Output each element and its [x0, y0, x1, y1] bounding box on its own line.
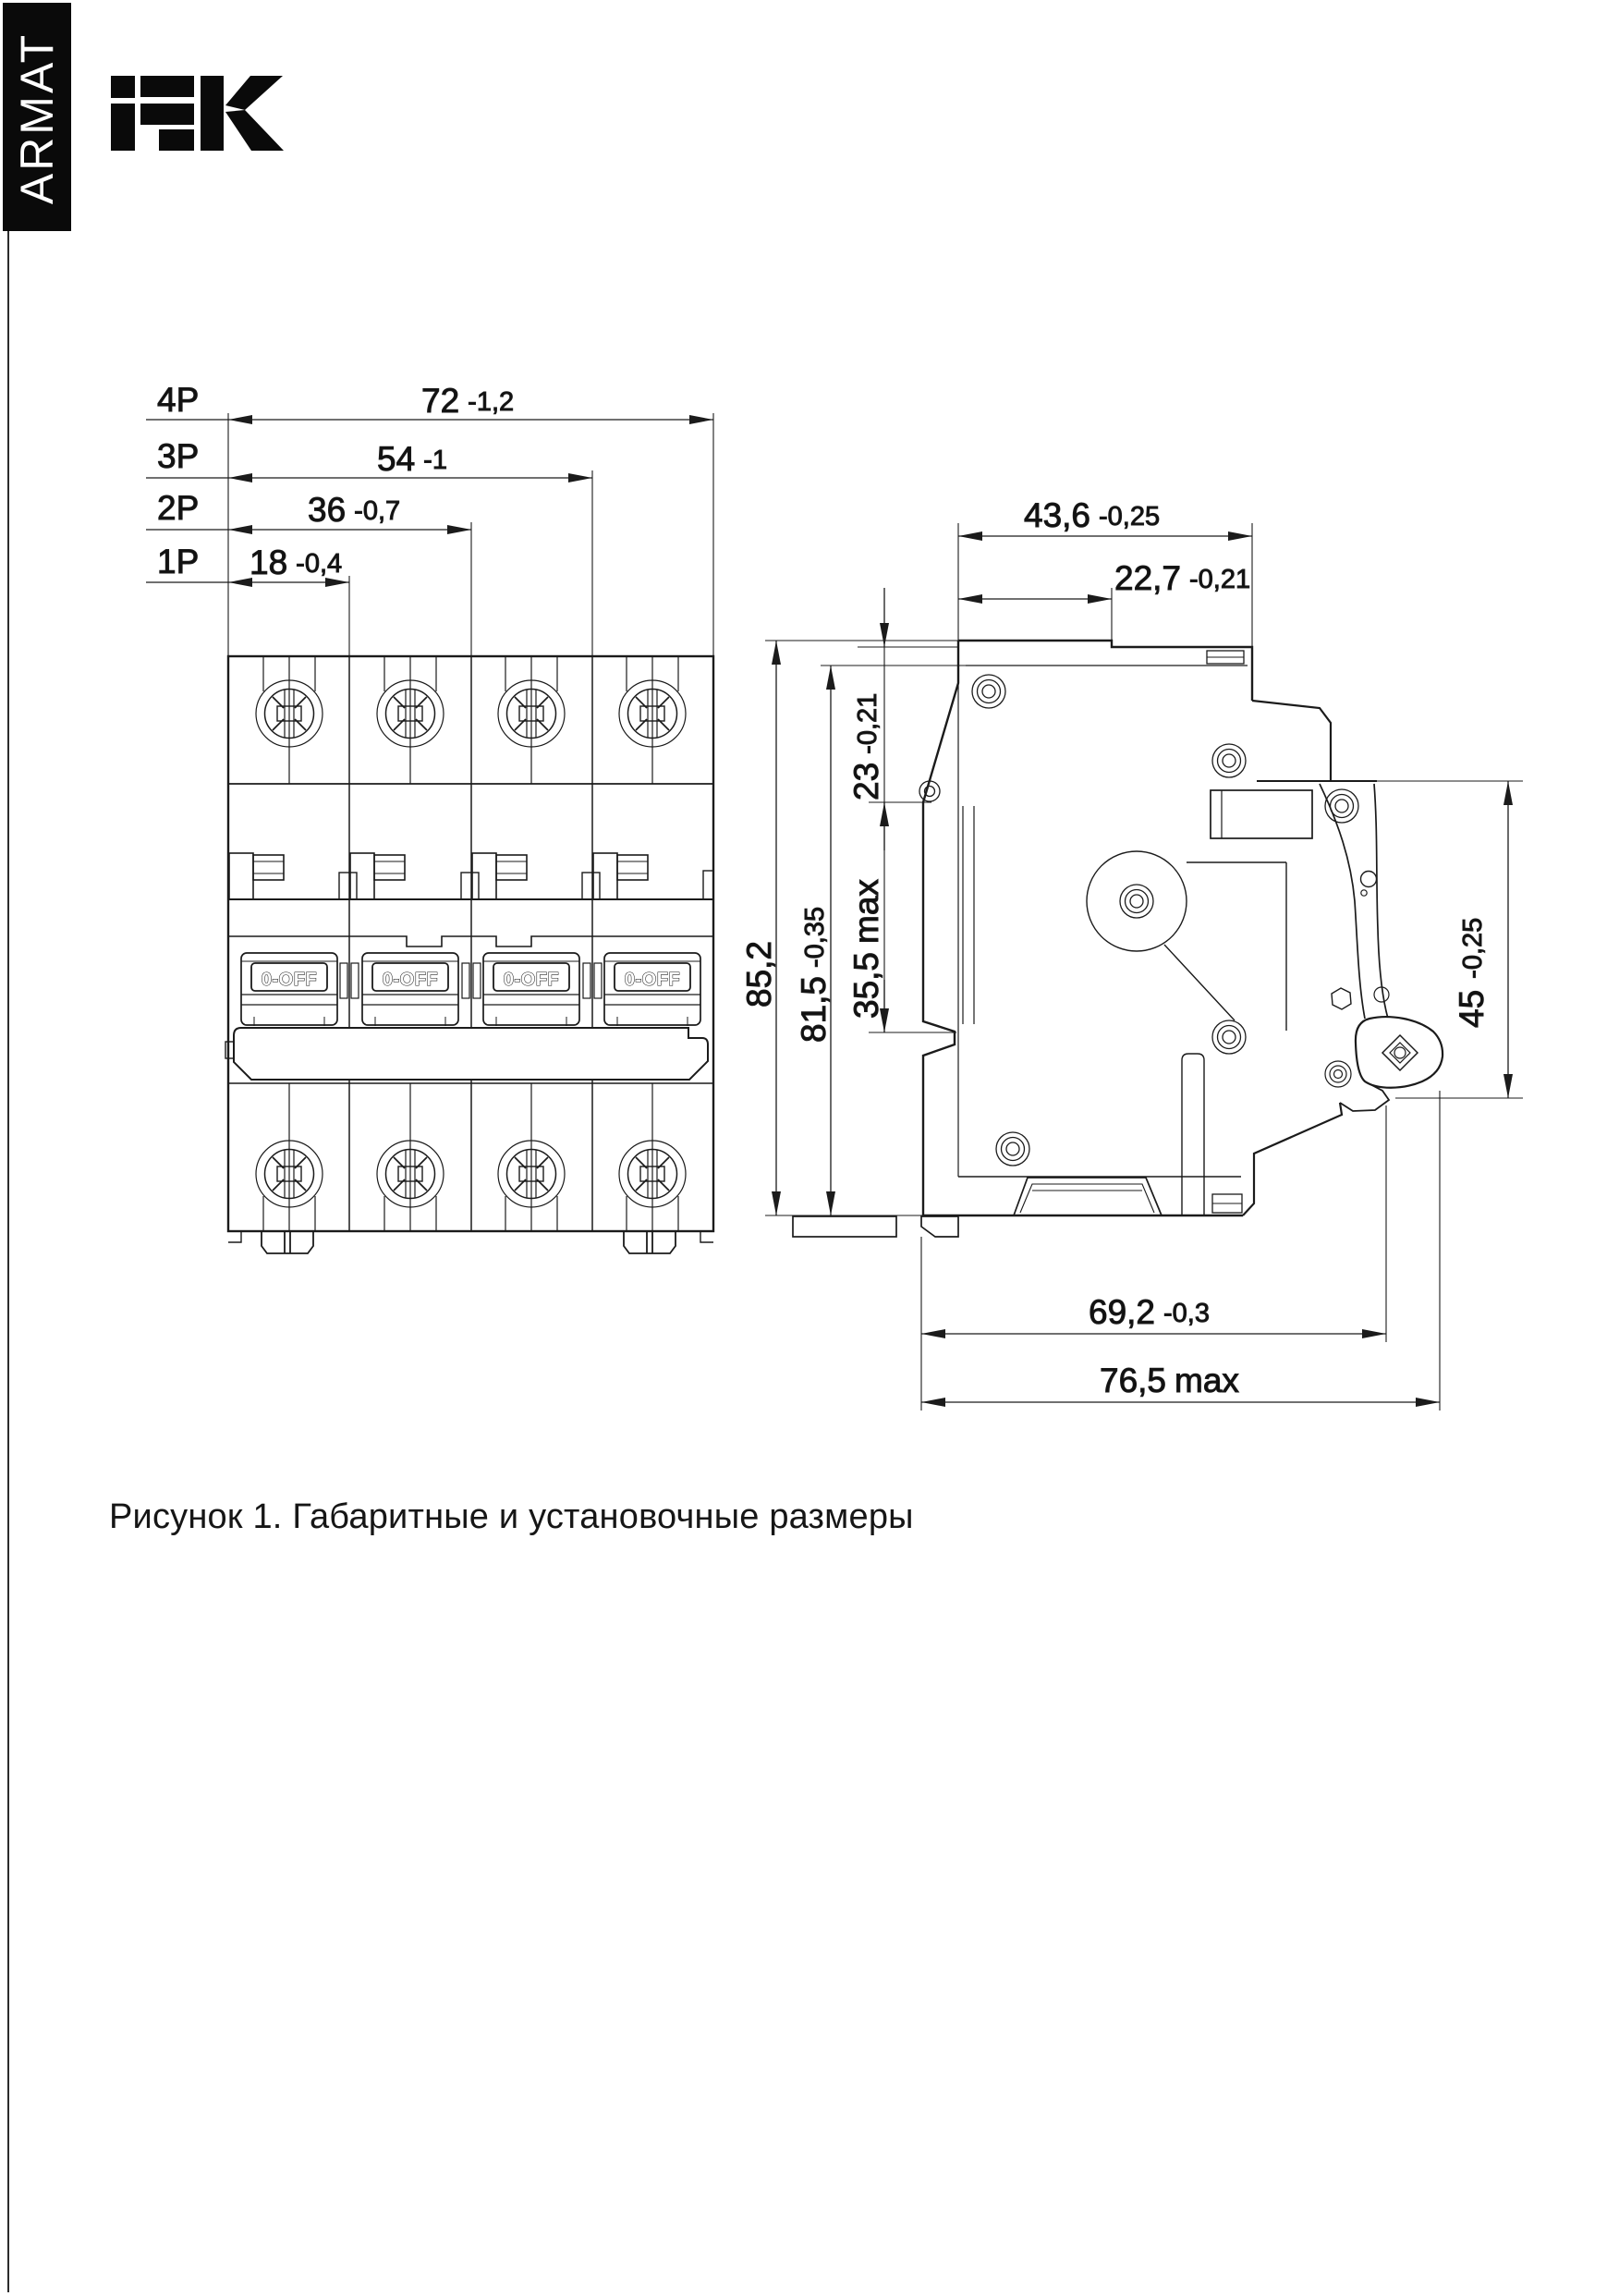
logo-i-dot — [111, 76, 135, 98]
lever-arm — [1320, 784, 1365, 1019]
pole-tab — [593, 853, 648, 899]
bottom-flap-inner — [1020, 1184, 1154, 1213]
din-channel-lines — [963, 806, 974, 1024]
clip-slot — [1182, 1054, 1204, 1215]
divider-tab — [339, 873, 357, 899]
rivet-icon — [1212, 1020, 1246, 1054]
rivet-icon — [996, 1132, 1029, 1166]
pole-count-label: 3P — [157, 437, 200, 475]
front-step — [1252, 701, 1331, 781]
dim-35_5-label: 35,5max — [847, 879, 885, 1019]
side-view — [793, 641, 1442, 1237]
dim-76_5-label: 76,5 max — [1100, 1362, 1239, 1399]
logo-k-arm — [225, 76, 283, 110]
iek-logo — [111, 76, 284, 151]
logo-k-stem — [201, 76, 224, 151]
logo-e-bar — [140, 104, 194, 125]
figure-caption: Рисунок 1. Габаритные и установочные размеры — [109, 1497, 914, 1536]
pole-tab — [229, 853, 284, 899]
central-band-tab — [225, 1042, 234, 1058]
din-foot — [262, 1231, 313, 1253]
hex-feature — [1332, 988, 1351, 1009]
pivot-boss — [1087, 851, 1187, 951]
dim-81_5-label: 81,5-0,35 — [795, 906, 833, 1043]
terminal-screw-icon — [619, 656, 686, 784]
rivet-icon — [1212, 744, 1246, 777]
central-band — [234, 1028, 708, 1080]
terminal-screw-icon — [377, 656, 444, 784]
nose-rivet — [1325, 1061, 1351, 1087]
terminal-screw-icon — [377, 1083, 444, 1231]
boss-panel-lines — [1164, 862, 1286, 1031]
side-toggle-handle — [1356, 1017, 1442, 1088]
pole-count-label: 1P — [157, 543, 200, 580]
side-dimensions — [740, 496, 1523, 1411]
logo-k-arm — [225, 110, 284, 151]
armat-series-label: ARMAT — [11, 31, 63, 205]
pole-tab — [350, 853, 405, 899]
dim-72-label: 72 -1,2 — [421, 382, 515, 420]
logo-e-bar — [140, 76, 194, 97]
terminal-screw-icon — [498, 656, 565, 784]
rivet-icon — [972, 675, 1005, 708]
dim-69_2-label: 69,2 -0,3 — [1089, 1293, 1210, 1331]
rivet-icon — [1325, 789, 1358, 823]
pole-tab — [472, 853, 527, 899]
dim-18-label: 18 -0,4 — [250, 543, 343, 581]
terminal-screw-icon — [256, 656, 323, 784]
dim-36-label: 36 -0,7 — [308, 491, 401, 529]
logo-i-stem — [111, 104, 135, 151]
divider-tab — [461, 873, 479, 899]
dim-54-label: 54 -1 — [377, 440, 447, 478]
rivet-icon — [1120, 885, 1153, 918]
pole-dividers — [349, 656, 592, 1231]
lever-hole — [1361, 890, 1367, 896]
din-latch-tail — [793, 1216, 896, 1237]
dim-22_7-label: 22,7 -0,21 — [1114, 559, 1251, 597]
dim-43_6-label: 43,6 -0,25 — [1024, 496, 1161, 534]
lever-hole — [1361, 872, 1377, 887]
lower-face — [1243, 1103, 1342, 1215]
lever-arm — [1374, 784, 1388, 1019]
dim-85_2-label: 85,2 — [740, 940, 778, 1008]
divider-tab — [582, 873, 600, 899]
front-view — [225, 656, 713, 1253]
marking-window — [1211, 790, 1312, 838]
side-top-edge — [958, 641, 1252, 701]
terminal-screw-icon — [256, 1083, 323, 1231]
toggle-state-label: 0-OFF — [503, 970, 560, 990]
dim-23-label: 23-0,21 — [847, 692, 885, 800]
toggle-state-label: 0-OFF — [382, 970, 439, 990]
logo-e-bar — [159, 129, 194, 151]
dim-45-label: 45-0,25 — [1453, 917, 1491, 1028]
terminal-screw-icon — [619, 1083, 686, 1231]
toggle-state-label: 0-OFF — [624, 970, 681, 990]
corner-nubs — [228, 1231, 713, 1242]
extension-lines — [228, 413, 713, 656]
front-dimensions — [146, 381, 713, 656]
pole-count-label: 2P — [157, 489, 200, 527]
din-foot — [624, 1231, 676, 1253]
pole-count-label: 4P — [157, 381, 200, 419]
bottom-flap — [1014, 1178, 1162, 1215]
toggle-state-label: 0-OFF — [261, 970, 318, 990]
din-latch-block — [921, 1216, 958, 1237]
terminal-screw-icon — [498, 1083, 565, 1231]
divider-tab — [703, 871, 713, 899]
side-left-profile — [923, 641, 958, 1215]
